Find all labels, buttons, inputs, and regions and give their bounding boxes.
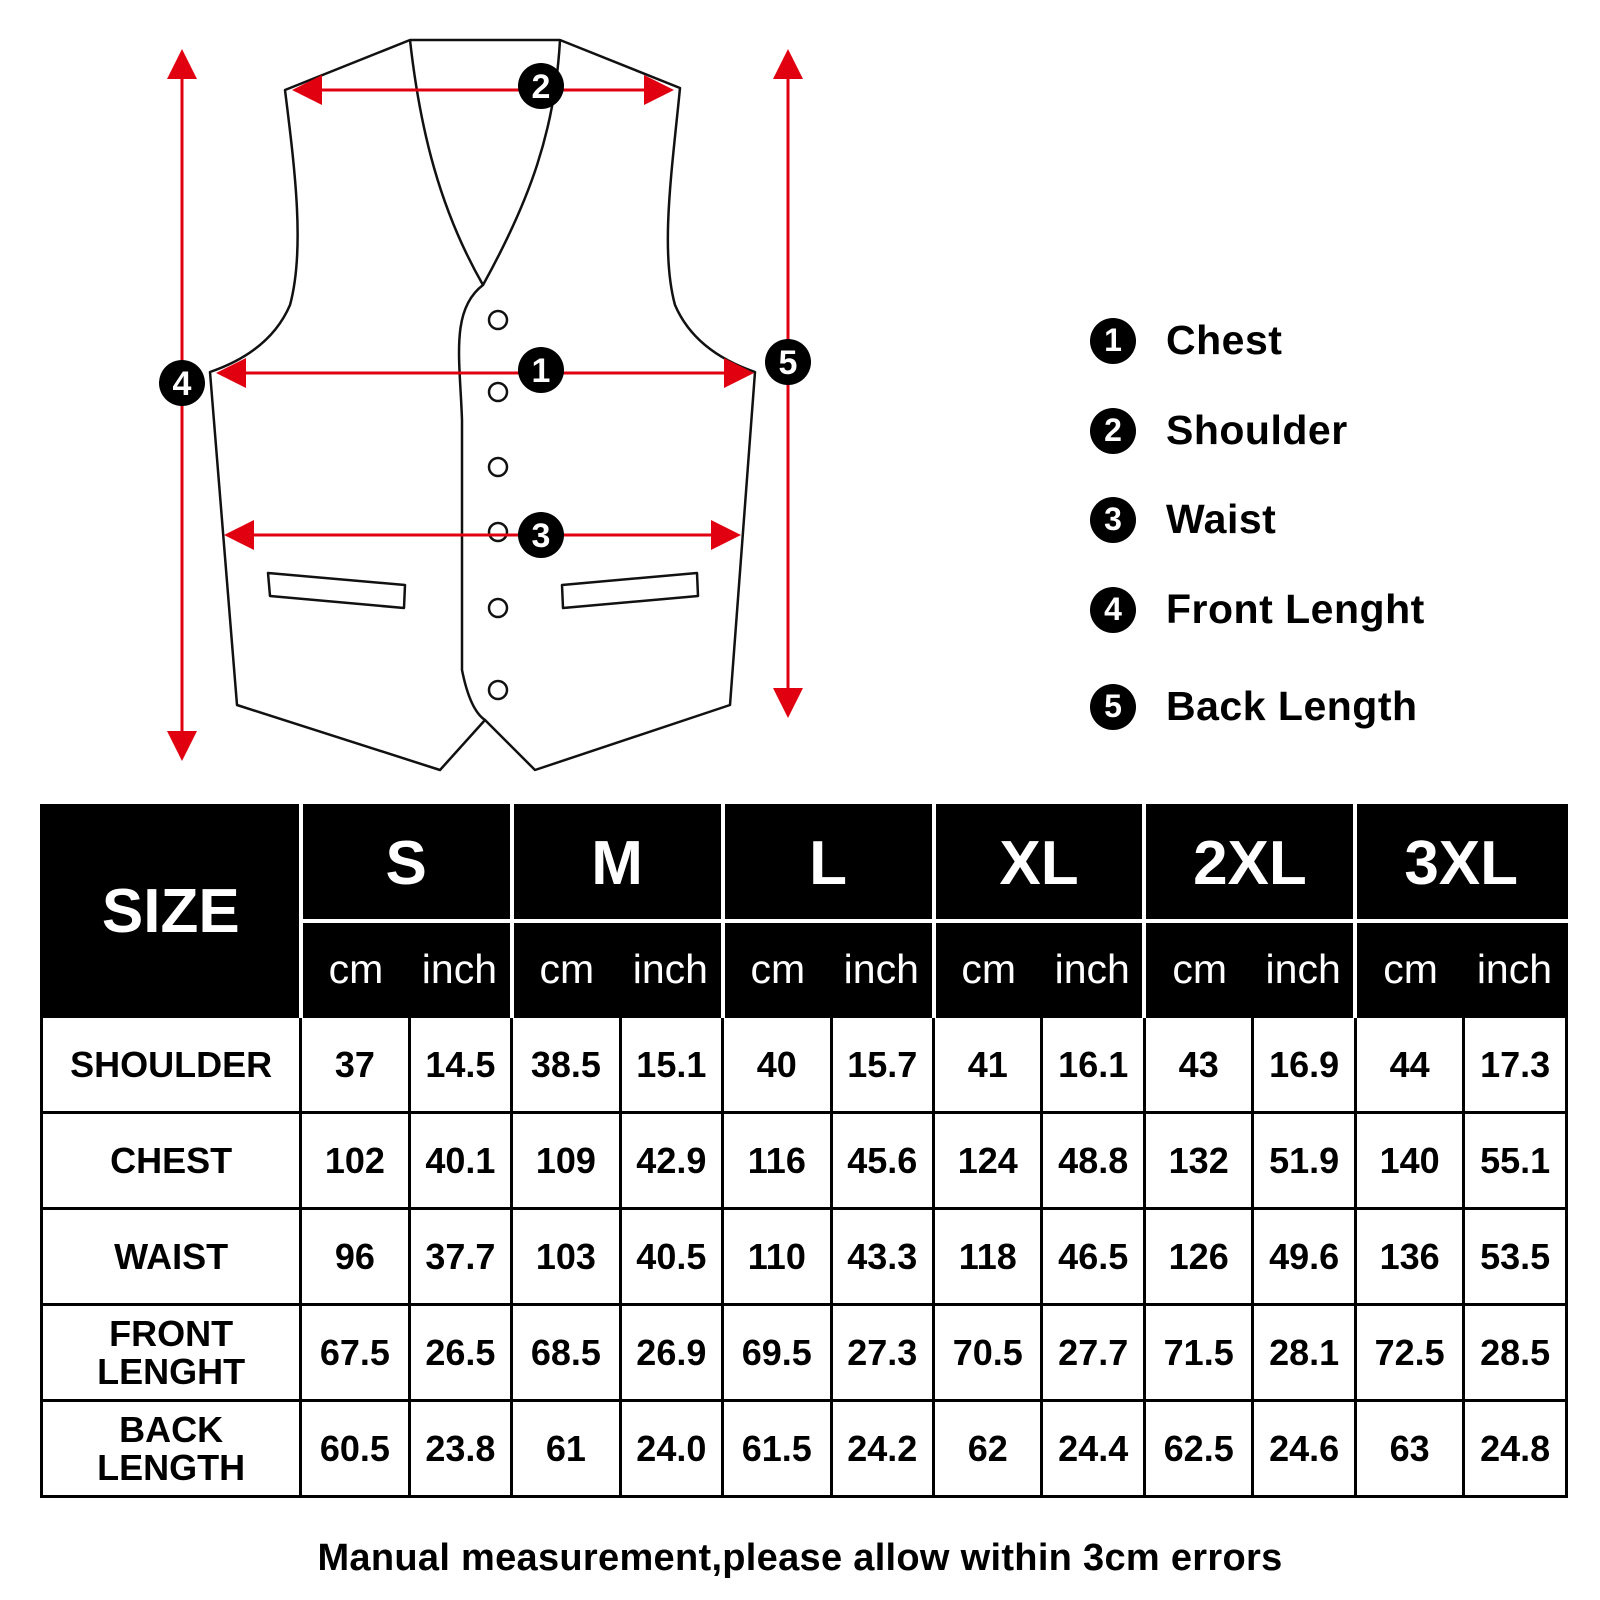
table-cell: 40.5	[620, 1209, 722, 1305]
table-cell: 140	[1355, 1113, 1463, 1209]
table-cell: 24.4	[1042, 1401, 1144, 1497]
table-cell: 40	[723, 1017, 831, 1113]
legend-item-shoulder	[1090, 407, 1348, 454]
table-cell: 110	[723, 1209, 831, 1305]
legend-item-back-length	[1090, 683, 1418, 730]
svg-text:2: 2	[531, 68, 551, 106]
unit-inch: inch	[831, 921, 933, 1017]
unit-cm: cm	[512, 921, 620, 1017]
legend-label: Chest	[1166, 317, 1283, 363]
svg-text:5: 5	[778, 344, 798, 382]
table-cell: 42.9	[620, 1113, 722, 1209]
table-cell: 17.3	[1464, 1017, 1567, 1113]
legend-item-waist	[1090, 496, 1276, 543]
unit-cm: cm	[1355, 921, 1463, 1017]
table-cell: 26.9	[620, 1305, 722, 1401]
size-col-2xl: 2XL	[1144, 806, 1355, 922]
table-cell: 44	[1355, 1017, 1463, 1113]
table-cell: 24.8	[1464, 1401, 1567, 1497]
number-badge-icon: 4	[1090, 587, 1136, 633]
number-badge-icon: 5	[1090, 684, 1136, 730]
table-cell: 118	[934, 1209, 1042, 1305]
table-cell: 55.1	[1464, 1113, 1567, 1209]
badge-waist	[518, 512, 564, 558]
table-cell: 126	[1144, 1209, 1252, 1305]
table-cell: 109	[512, 1113, 620, 1209]
table-cell: 68.5	[512, 1305, 620, 1401]
legend-item-front-length	[1090, 586, 1425, 633]
table-cell: 61.5	[723, 1401, 831, 1497]
badge-shoulder	[518, 63, 564, 109]
table-cell: 27.7	[1042, 1305, 1144, 1401]
table-cell: 23.8	[409, 1401, 511, 1497]
vest-button	[489, 599, 507, 617]
size-col-3xl: 3XL	[1355, 806, 1566, 922]
table-cell: 69.5	[723, 1305, 831, 1401]
table-cell: 27.3	[831, 1305, 933, 1401]
table-cell: 45.6	[831, 1113, 933, 1209]
number-badge-icon: 1	[1090, 318, 1136, 364]
table-cell: 43.3	[831, 1209, 933, 1305]
badge-front-length	[159, 360, 205, 406]
table-row-back-length	[42, 1401, 1567, 1497]
table-cell: 72.5	[1355, 1305, 1463, 1401]
table-cell: 102	[301, 1113, 409, 1209]
legend-item-chest	[1090, 317, 1282, 364]
size-col-xl: XL	[934, 806, 1145, 922]
unit-cm: cm	[934, 921, 1042, 1017]
table-cell: 124	[934, 1113, 1042, 1209]
table-cell: 24.6	[1253, 1401, 1355, 1497]
table-cell: 16.1	[1042, 1017, 1144, 1113]
vest-outline	[210, 40, 755, 770]
table-cell: 53.5	[1464, 1209, 1567, 1305]
unit-inch: inch	[620, 921, 722, 1017]
measurement-note: Manual measurement,please allow within 3cm errors	[317, 1537, 1283, 1579]
table-cell: 16.9	[1253, 1017, 1355, 1113]
unit-inch: inch	[1042, 921, 1144, 1017]
number-badge-icon: 3	[1090, 497, 1136, 543]
table-row-front-length	[42, 1305, 1567, 1401]
size-col-l: L	[723, 806, 934, 922]
svg-text:4: 4	[172, 365, 192, 403]
legend-label: Back Length	[1166, 683, 1418, 729]
table-cell: 24.2	[831, 1401, 933, 1497]
table-cell: 116	[723, 1113, 831, 1209]
table-cell: 132	[1144, 1113, 1252, 1209]
table-cell: 14.5	[409, 1017, 511, 1113]
unit-inch: inch	[1464, 921, 1567, 1017]
vest-button	[489, 383, 507, 401]
unit-inch: inch	[1253, 921, 1355, 1017]
table-cell: 70.5	[934, 1305, 1042, 1401]
vest-diagram	[0, 0, 1600, 790]
number-badge-icon: 2	[1090, 408, 1136, 454]
vest-button	[489, 681, 507, 699]
table-cell: 51.9	[1253, 1113, 1355, 1209]
size-col-s: S	[301, 806, 512, 922]
svg-text:1: 1	[531, 352, 551, 390]
size-col-m: M	[512, 806, 723, 922]
table-row-waist	[42, 1209, 1567, 1305]
table-cell: 61	[512, 1401, 620, 1497]
table-cell: 96	[301, 1209, 409, 1305]
table-cell: 26.5	[409, 1305, 511, 1401]
vest-buttons	[489, 311, 507, 699]
table-cell: 48.8	[1042, 1113, 1144, 1209]
vest-diagram-svg	[0, 0, 1600, 790]
size-chart-table	[40, 804, 1568, 1498]
table-row-chest	[42, 1113, 1567, 1209]
table-cell: 62.5	[1144, 1401, 1252, 1497]
table-cell: 24.0	[620, 1401, 722, 1497]
table-cell: 46.5	[1042, 1209, 1144, 1305]
legend-label: Front Lenght	[1166, 586, 1425, 632]
svg-text:3: 3	[531, 517, 551, 555]
row-label: FRONT LENGHT	[42, 1305, 301, 1401]
table-row-shoulder	[42, 1017, 1567, 1113]
vest-button	[489, 458, 507, 476]
table-cell: 103	[512, 1209, 620, 1305]
unit-cm: cm	[1144, 921, 1252, 1017]
badge-back-length	[765, 339, 811, 385]
unit-cm: cm	[723, 921, 831, 1017]
table-cell: 40.1	[409, 1113, 511, 1209]
legend-label: Shoulder	[1166, 407, 1348, 453]
unit-inch: inch	[409, 921, 511, 1017]
size-header: SIZE	[42, 806, 301, 1017]
table-cell: 63	[1355, 1401, 1463, 1497]
row-label: SHOULDER	[42, 1017, 301, 1113]
table-cell: 67.5	[301, 1305, 409, 1401]
row-label: BACK LENGTH	[42, 1401, 301, 1497]
unit-cm: cm	[301, 921, 409, 1017]
table-cell: 71.5	[1144, 1305, 1252, 1401]
row-label: WAIST	[42, 1209, 301, 1305]
table-cell: 38.5	[512, 1017, 620, 1113]
table-cell: 41	[934, 1017, 1042, 1113]
row-label: CHEST	[42, 1113, 301, 1209]
table-cell: 136	[1355, 1209, 1463, 1305]
table-cell: 37.7	[409, 1209, 511, 1305]
table-cell: 43	[1144, 1017, 1252, 1113]
vest-button	[489, 311, 507, 329]
table-cell: 49.6	[1253, 1209, 1355, 1305]
table-cell: 37	[301, 1017, 409, 1113]
badge-chest	[518, 347, 564, 393]
table-cell: 15.1	[620, 1017, 722, 1113]
table-cell: 15.7	[831, 1017, 933, 1113]
table-cell: 28.1	[1253, 1305, 1355, 1401]
legend-label: Waist	[1166, 496, 1277, 542]
table-cell: 60.5	[301, 1401, 409, 1497]
table-cell: 62	[934, 1401, 1042, 1497]
vest-button	[489, 523, 507, 541]
table-cell: 28.5	[1464, 1305, 1567, 1401]
